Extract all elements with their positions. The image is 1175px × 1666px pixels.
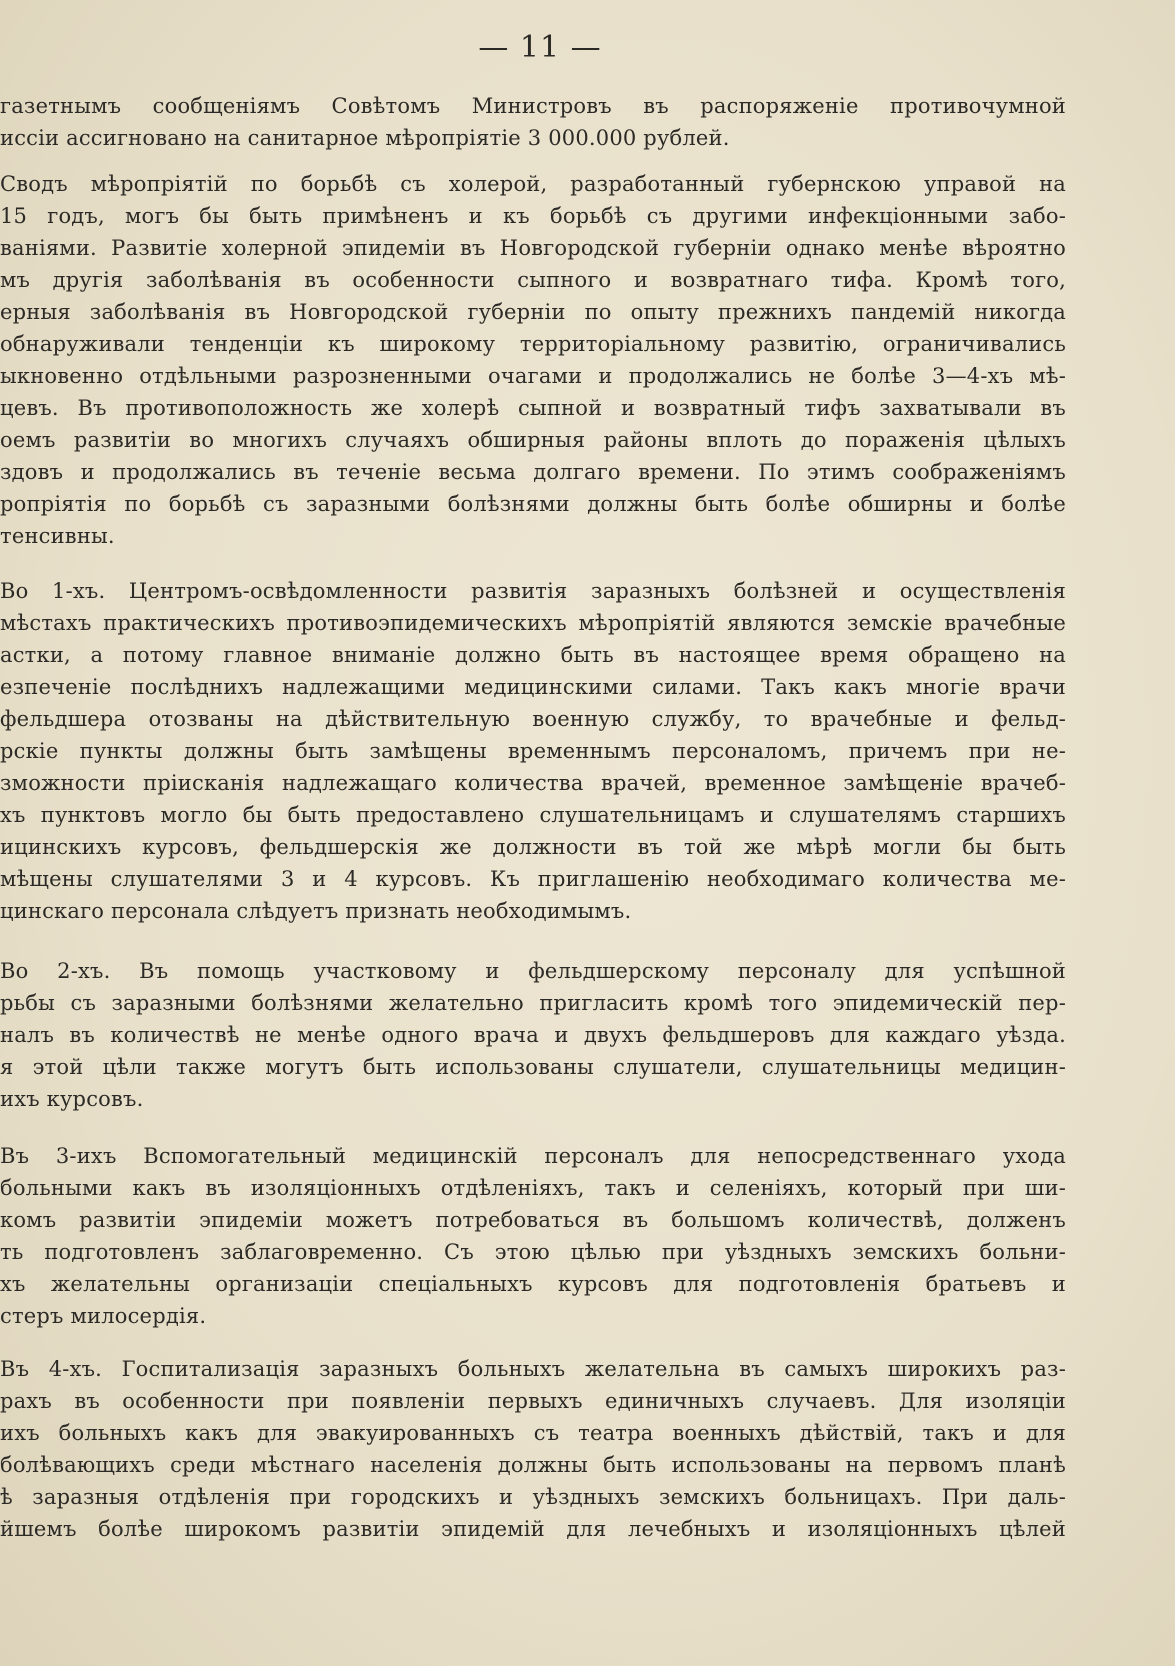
text-line: Сводъ мѣропріятій по борьбѣ съ холерой, разработанный губернскою управой на [0,172,1066,196]
text-line: я этой цѣли также могутъ быть использованы слушатели, слушательницы медицин- [0,1055,1066,1079]
text-line: мѣстахъ практическихъ противоэпидемическихъ мѣропріятій являются земскіе врачебные [0,611,1066,635]
text-line: ропріятія по борьбѣ съ заразными болѣзнями должны быть болѣе обширны и болѣе [0,492,1066,516]
text-line: ицинскихъ курсовъ, фельдшерскія же должности въ той же мѣрѣ могли бы быть [0,835,1066,859]
text-line: фельдшера отозваны на дѣйствительную военную службу, то врачебные и фельд- [0,707,1066,731]
text-line: рьбы съ заразными болѣзнями желательно пригласить кромѣ того эпидемическій пер- [0,991,1066,1015]
text-line: обнаруживали тенденціи къ широкому территоріальному развитію, ограничивались [0,332,1066,356]
text-line: ть подготовленъ заблаговременно. Съ этою цѣлью при уѣздныхъ земскихъ больни- [0,1240,1066,1264]
text-line: рахъ въ особенности при появленіи первыхъ единичныхъ случаевъ. Для изоляціи [0,1389,1066,1413]
text-line: газетнымъ сообщеніямъ Совѣтомъ Министровъ въ распоряженіе противочумной [0,94,1066,118]
text-line: Во 2-хъ. Въ помощь участковому и фельдшерскому персоналу для успѣшной [0,959,1066,983]
text-line: ерныя заболѣванія въ Новгородской губерніи по опыту прежнихъ пандемій никогда [0,300,1066,324]
text-line: езпеченіе послѣднихъ надлежащими медицинскими силами. Такъ какъ многіе врачи [0,675,1066,699]
text-line: цевъ. Въ противоположность же холерѣ сыпной и возвратный тифъ захватывали въ [0,396,1066,420]
text-line: рскіе пункты должны быть замѣщены временнымъ персоналомъ, причемъ при не- [0,739,1066,763]
text-line: мѣщены слушателями 3 и 4 курсовъ. Къ приглашенію необходимаго количества ме- [0,867,1066,891]
text-line: ѣ заразныя отдѣленія при городскихъ и уѣздныхъ земскихъ больницахъ. При даль- [0,1485,1066,1509]
text-line: ихъ курсовъ. [0,1087,144,1111]
text-line: налъ въ количествѣ не менѣе одного врача и двухъ фельдшеровъ для каждаго уѣзда. [0,1023,1066,1047]
text-line: больными какъ въ изоляціонныхъ отдѣленіяхъ, такъ и селеніяхъ, который при ши- [0,1176,1066,1200]
text-line: мъ другія заболѣванія въ особенности сыпного и возвратнаго тифа. Кромѣ того, [0,268,1066,292]
text-line: цинскаго персонала слѣдуетъ признать необходимымъ. [0,899,632,923]
text-line: 15 годъ, могъ бы быть примѣненъ и къ борьбѣ съ другими инфекціонными забо- [0,204,1066,228]
text-line: болѣвающихъ среди мѣстнаго населенія должны быть использованы на первомъ планѣ [0,1453,1066,1477]
paragraph-2 [0,168,1066,552]
paragraph-6 [0,1353,1066,1545]
text-line: йшемъ болѣе широкомъ развитіи эпидемій для лечебныхъ и изоляціонныхъ цѣлей [0,1517,1066,1541]
text-line: тенсивны. [0,524,115,548]
text-line: хъ пунктовъ могло бы быть предоставлено слушательницамъ и слушателямъ старшихъ [0,803,1066,827]
text-line: Въ 4-хъ. Госпитализація заразныхъ больныхъ желательна въ самыхъ широкихъ раз- [0,1357,1066,1381]
text-line: оемъ развитіи во многихъ случаяхъ обширныя районы вплоть до пораженія цѣлыхъ [0,428,1066,452]
text-line: комъ развитіи эпидеміи можетъ потребоваться въ большомъ количествѣ, долженъ [0,1208,1066,1232]
text-line: стеръ милосердія. [0,1304,207,1328]
text-line: иссіи ассигновано на санитарное мѣропріятіе 3 000.000 рублей. [0,126,730,150]
paragraph-5 [0,1140,1066,1332]
text-line: ыкновенно отдѣльными разрозненными очагами и продолжались не болѣе 3—4-хъ мѣ- [0,364,1066,388]
text-line: ваніями. Развитіе холерной эпидеміи въ Новгородской губерніи однако менѣе вѣроятно [0,236,1066,260]
text-line: зможности пріисканія надлежащаго количества врачей, временное замѣщеніе врачеб- [0,771,1066,795]
text-line: Во 1-хъ. Центромъ-освѣдомленности развитія заразныхъ болѣзней и осуществленія [0,579,1066,603]
paragraph-3 [0,575,1066,927]
paragraph-4 [0,955,1066,1115]
page-number: — 11 — [478,30,602,65]
text-line: астки, а потому главное вниманіе должно быть въ настоящее время обращено на [0,643,1066,667]
text-line: хъ желательны организаціи спеціальныхъ курсовъ для подготовленія братьевъ и [0,1272,1066,1296]
text-line: ихъ больныхъ какъ для эвакуированныхъ съ театра военныхъ дѣйствій, такъ и для [0,1421,1066,1445]
paragraph-1 [0,90,1066,154]
text-line: Въ 3-ихъ Вспомогательный медицинскій персоналъ для непосредственнаго ухода [0,1144,1066,1168]
text-line: здовъ и продолжались въ теченіе весьма долгаго времени. По этимъ соображеніямъ [0,460,1066,484]
